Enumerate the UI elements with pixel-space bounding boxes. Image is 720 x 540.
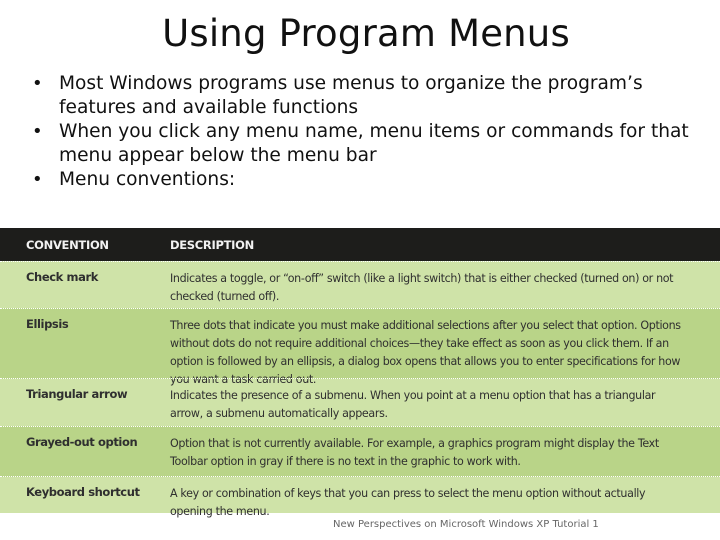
bullet-text: When you click any menu name, menu items or commands for that menu appear below the menu bar bbox=[59, 121, 689, 166]
table-row bbox=[0, 261, 720, 309]
slide-title: Using Program Menus bbox=[162, 12, 570, 55]
bullet-item bbox=[30, 168, 690, 192]
convention-cell: Keyboard shortcut bbox=[26, 485, 140, 499]
bullet-dot-icon: • bbox=[32, 169, 43, 190]
header-convention: CONVENTION bbox=[26, 238, 109, 252]
table-row bbox=[0, 426, 720, 477]
convention-cell: Ellipsis bbox=[26, 317, 69, 331]
bullet-dot-icon: • bbox=[32, 121, 43, 142]
bullet-text: Menu conventions: bbox=[59, 169, 236, 190]
table-row bbox=[0, 476, 720, 518]
description-cell: A key or combination of keys that you can press to select the menu option without actually opening the menu. bbox=[170, 487, 646, 518]
bullet-text: Most Windows programs use menus to organize the program’s features and available functions bbox=[59, 73, 643, 118]
menu-conventions-table bbox=[0, 228, 720, 518]
table-header bbox=[0, 228, 720, 261]
description-cell: Option that is not currently available. For example, a graphics program might display the Text Toolbar option in gray if there is no text in the graphic to work with. bbox=[170, 437, 659, 468]
description-cell: Indicates a toggle, or “on-off” switch (like a light switch) that is either checked (turned on) or not checked (turned off). bbox=[170, 272, 674, 303]
convention-cell: Check mark bbox=[26, 270, 98, 284]
bullet-list bbox=[30, 72, 690, 192]
convention-cell: Triangular arrow bbox=[26, 387, 128, 401]
bullet-dot-icon: • bbox=[32, 73, 43, 94]
bullet-item bbox=[30, 120, 690, 168]
table-row bbox=[0, 308, 720, 386]
bullet-item bbox=[30, 72, 690, 120]
description-cell: Three dots that indicate you must make additional selections after you select that option. Options without dots do not require additional choices—they take effect as soon as you click them. If an option is followed by an ellipsis, a dialog box opens that allows you to enter specifications for how you want a task carried out. bbox=[170, 319, 681, 386]
description-cell: Indicates the presence of a submenu. When you point at a menu option that has a triangular arrow, a submenu automatically appears. bbox=[170, 389, 656, 420]
convention-cell: Grayed-out option bbox=[26, 435, 138, 449]
header-description: DESCRIPTION bbox=[170, 238, 254, 252]
table-row bbox=[0, 378, 720, 427]
slide-footer: New Perspectives on Microsoft Windows XP Tutorial 1 bbox=[333, 519, 599, 530]
